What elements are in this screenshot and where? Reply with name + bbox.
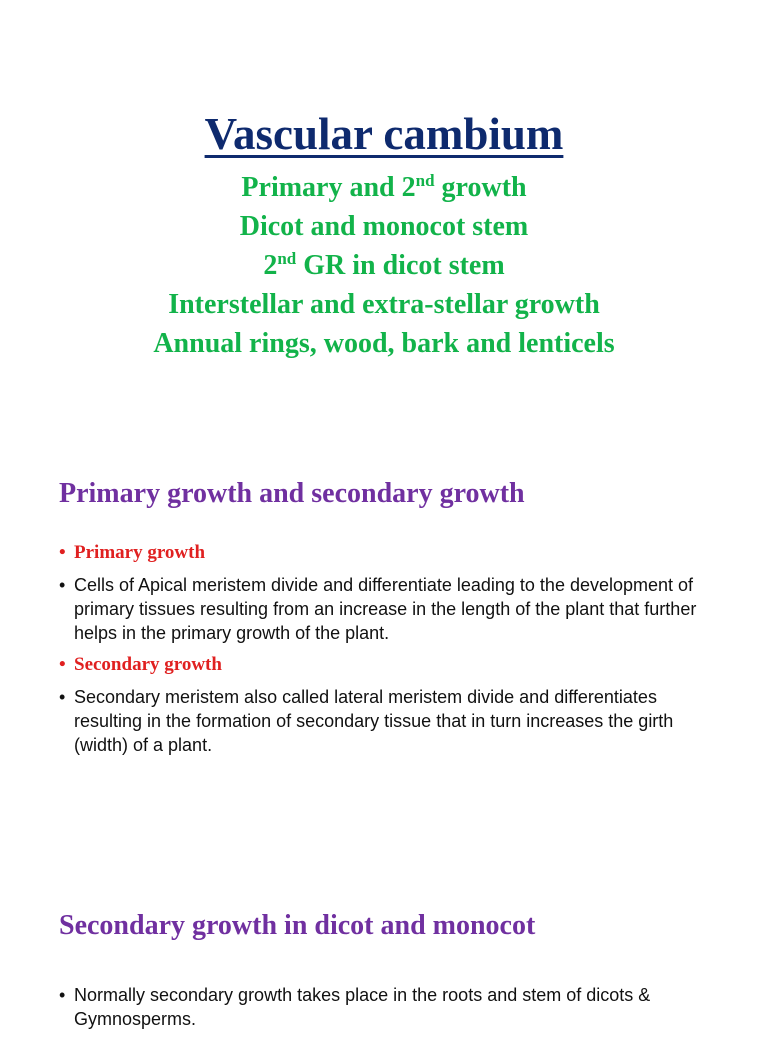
bullet-icon: • (59, 654, 66, 675)
bullet-text-primary-growth: • Cells of Apical meristem divide and differentiate leading to the development of primary tissues resulting from an increase in the length of the plant that further helps in the primary growth of the plant. (59, 575, 697, 643)
bullet-icon: • (59, 575, 66, 595)
bullet-list-dicot-monocot (59, 983, 719, 1038)
bullet-icon: • (59, 687, 66, 707)
title-block (0, 106, 768, 363)
section-heading-dicot-monocot: Secondary growth in dicot and monocot (59, 910, 536, 941)
subtitle-line: Dicot and monocot stem (239, 211, 529, 242)
bullet-label-primary-growth: • Primary growth (59, 540, 719, 566)
bullet-list-primary-secondary (59, 540, 719, 764)
bullet-icon: • (59, 985, 66, 1005)
bullet-label-secondary-growth: • Secondary growth (59, 652, 719, 678)
bullet-icon: • (59, 542, 66, 563)
subtitle-list (0, 168, 768, 363)
slide-title: Vascular cambium (204, 109, 564, 159)
bullet-text-dicot-secondary-growth: • Normally secondary growth takes place in the roots and stem of dicots & Gymnosperms. (59, 985, 651, 1029)
subtitle-line: 2nd GR in dicot stem (263, 249, 505, 281)
subtitle-line: Primary and 2nd growth (241, 171, 527, 203)
subtitle-line: Interstellar and extra-stellar growth (168, 289, 600, 320)
section-heading-primary-secondary: Primary growth and secondary growth (59, 478, 525, 509)
bullet-text-secondary-growth: • Secondary meristem also called lateral meristem divide and differentiates resulting in the formation of secondary tissue that in turn increases the girth (width) of a plant. (59, 687, 674, 755)
subtitle-line: Annual rings, wood, bark and lenticels (153, 328, 615, 359)
